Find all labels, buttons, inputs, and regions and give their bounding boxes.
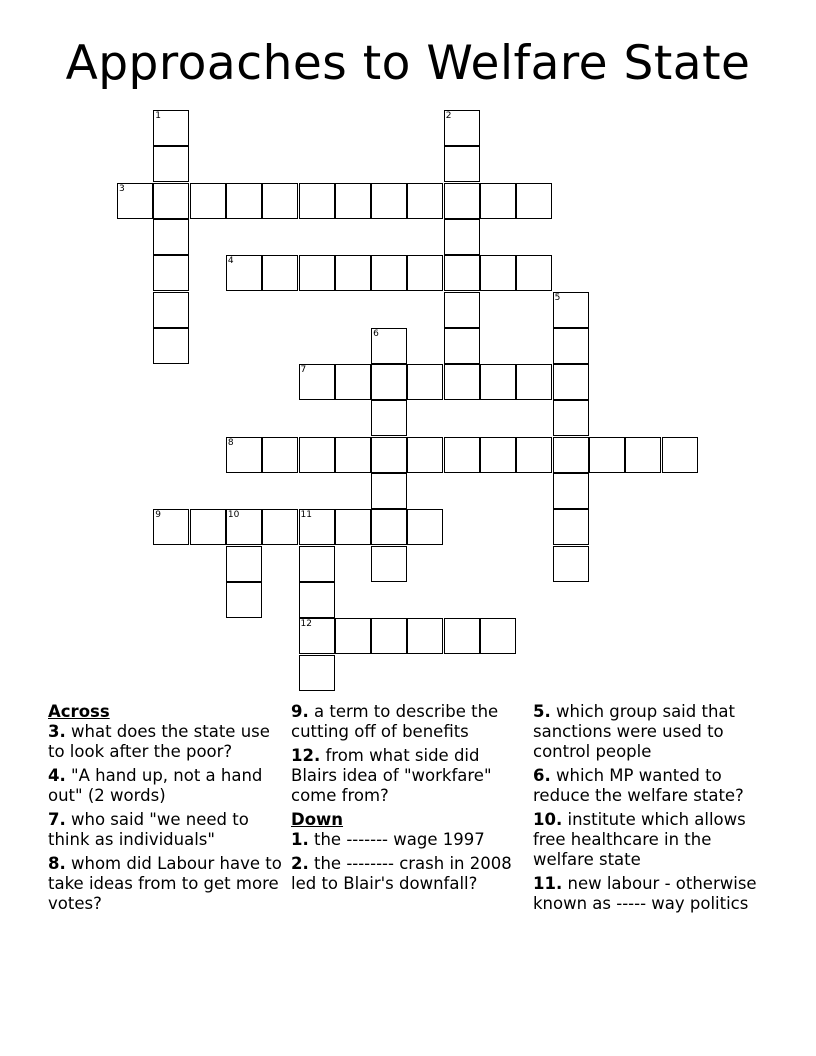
grid-cell[interactable]: [226, 509, 262, 545]
clue-number: 4: [227, 256, 234, 267]
clue-across-3: 3. what does the state use to look after the poor?: [48, 722, 270, 761]
grid-cell[interactable]: [553, 473, 589, 509]
clue-down-1: 1. the ------- wage 1997: [291, 830, 485, 849]
clue-down-10: 10. institute which allows free healthcare in the welfare state: [533, 810, 746, 869]
grid-cell[interactable]: [407, 183, 443, 219]
grid-cell[interactable]: [625, 437, 661, 473]
grid-cell[interactable]: [153, 183, 189, 219]
grid-cell[interactable]: [153, 146, 189, 182]
grid-cell[interactable]: [480, 437, 516, 473]
across-heading: Across: [48, 702, 110, 721]
grid-cell[interactable]: [299, 255, 335, 291]
grid-cell[interactable]: [335, 183, 371, 219]
grid-cell[interactable]: [299, 582, 335, 618]
grid-cell[interactable]: [190, 509, 226, 545]
clue-number: 2: [445, 111, 452, 121]
grid-cell[interactable]: [516, 183, 552, 219]
grid-cell[interactable]: [553, 509, 589, 545]
grid-cell[interactable]: [371, 473, 407, 509]
clue-down-5: 5. which group said that sanctions were used to control people: [533, 702, 735, 761]
grid-cell[interactable]: [516, 364, 552, 400]
clue-across-12: 12. from what side did Blairs idea of "workfare" come from?: [291, 746, 492, 805]
grid-cell[interactable]: [480, 183, 516, 219]
grid-cell[interactable]: [407, 509, 443, 545]
grid-cell[interactable]: [480, 618, 516, 654]
grid-cell[interactable]: [516, 437, 552, 473]
grid-cell[interactable]: [407, 437, 443, 473]
clue-across-4: 4. "A hand up, not a hand out" (2 words): [48, 766, 263, 805]
grid-cell[interactable]: [153, 292, 189, 328]
clue-number: 6: [373, 328, 379, 339]
grid-cell[interactable]: [335, 255, 371, 291]
grid-cell[interactable]: [444, 364, 480, 400]
clue-number: 3: [119, 183, 125, 194]
grid-cell[interactable]: [153, 255, 189, 291]
grid-cell[interactable]: [299, 437, 335, 473]
clue-number: 1: [155, 111, 162, 121]
grid-cell[interactable]: [553, 328, 589, 364]
grid-cell[interactable]: [553, 400, 589, 436]
grid-cell[interactable]: [407, 618, 443, 654]
grid-cell[interactable]: [117, 183, 153, 219]
grid-cell[interactable]: [335, 509, 371, 545]
grid-cell[interactable]: [480, 255, 516, 291]
grid-cell[interactable]: [444, 110, 480, 146]
grid-cell[interactable]: [444, 292, 480, 328]
grid-cell[interactable]: [153, 328, 189, 364]
grid-cell[interactable]: [371, 328, 407, 364]
grid-cell[interactable]: [516, 255, 552, 291]
grid-cell[interactable]: [299, 183, 335, 219]
grid-cell[interactable]: [553, 364, 589, 400]
grid-cell[interactable]: [371, 618, 407, 654]
grid-cell[interactable]: [407, 255, 443, 291]
grid-cell[interactable]: [226, 546, 262, 582]
clue-down-6: 6. which MP wanted to reduce the welfare state?: [533, 766, 744, 805]
grid-cell[interactable]: [553, 292, 589, 328]
grid-cell[interactable]: [480, 364, 516, 400]
grid-cell[interactable]: [226, 183, 262, 219]
down-heading: Down: [291, 810, 344, 829]
grid-cell[interactable]: [335, 437, 371, 473]
clue-column-1: [48, 702, 288, 918]
clue-across-7: 7. who said "we need to think as individuals": [48, 810, 249, 849]
grid-cell[interactable]: [299, 546, 335, 582]
grid-cell[interactable]: [371, 509, 407, 545]
grid-cell[interactable]: [335, 364, 371, 400]
clue-number: 7: [300, 365, 307, 376]
grid-cell[interactable]: [153, 509, 189, 545]
grid-cell[interactable]: [553, 437, 589, 473]
grid-cell[interactable]: [153, 110, 189, 146]
clue-number: 11: [300, 510, 312, 521]
grid-cell[interactable]: [444, 437, 480, 473]
clue-column-2: [291, 702, 516, 898]
clue-number: 10: [227, 510, 240, 521]
grid-cell[interactable]: [662, 437, 698, 473]
grid-cell[interactable]: [299, 509, 335, 545]
grid-cell[interactable]: [371, 437, 407, 473]
grid-cell[interactable]: [226, 437, 262, 473]
grid-cell[interactable]: [589, 437, 625, 473]
page-title: Approaches to Welfare State: [65, 36, 751, 91]
grid-cell[interactable]: [262, 183, 298, 219]
clue-column-3: [533, 702, 773, 918]
grid-cell[interactable]: [262, 509, 298, 545]
grid-cell[interactable]: [371, 364, 407, 400]
grid-cell[interactable]: [371, 400, 407, 436]
grid-cell[interactable]: [553, 546, 589, 582]
grid-cell[interactable]: [444, 255, 480, 291]
grid-cell[interactable]: [407, 364, 443, 400]
grid-cell[interactable]: [444, 618, 480, 654]
grid-cell[interactable]: [190, 183, 226, 219]
grid-cell[interactable]: [262, 255, 298, 291]
grid-cell[interactable]: [444, 183, 480, 219]
grid-cell[interactable]: [335, 618, 371, 654]
grid-cell[interactable]: [299, 618, 335, 654]
clue-across-9: 9. a term to describe the cutting off of benefits: [291, 702, 499, 741]
clue-down-11: 11. new labour - otherwise known as ----- way politics: [533, 874, 757, 913]
clue-across-8: 8. whom did Labour have to take ideas from to get more votes?: [48, 854, 282, 913]
grid-cell[interactable]: [444, 328, 480, 364]
clue-down-2: 2. the -------- crash in 2008 led to Blair's downfall?: [291, 854, 512, 893]
grid-cell[interactable]: [371, 183, 407, 219]
clue-number: 12: [300, 619, 312, 630]
clue-number: 8: [227, 437, 234, 448]
clue-number: 5: [554, 292, 561, 303]
grid-cell[interactable]: [371, 546, 407, 582]
grid-cell[interactable]: [299, 655, 335, 691]
grid-cell[interactable]: [262, 437, 298, 473]
grid-cell[interactable]: [371, 255, 407, 291]
grid-cell[interactable]: [153, 219, 189, 255]
grid-cell[interactable]: [226, 582, 262, 618]
grid-cell[interactable]: [444, 219, 480, 255]
grid-cell[interactable]: [444, 146, 480, 182]
grid-cell[interactable]: [299, 364, 335, 400]
clue-number: 9: [155, 510, 162, 521]
grid-cell[interactable]: [226, 255, 262, 291]
